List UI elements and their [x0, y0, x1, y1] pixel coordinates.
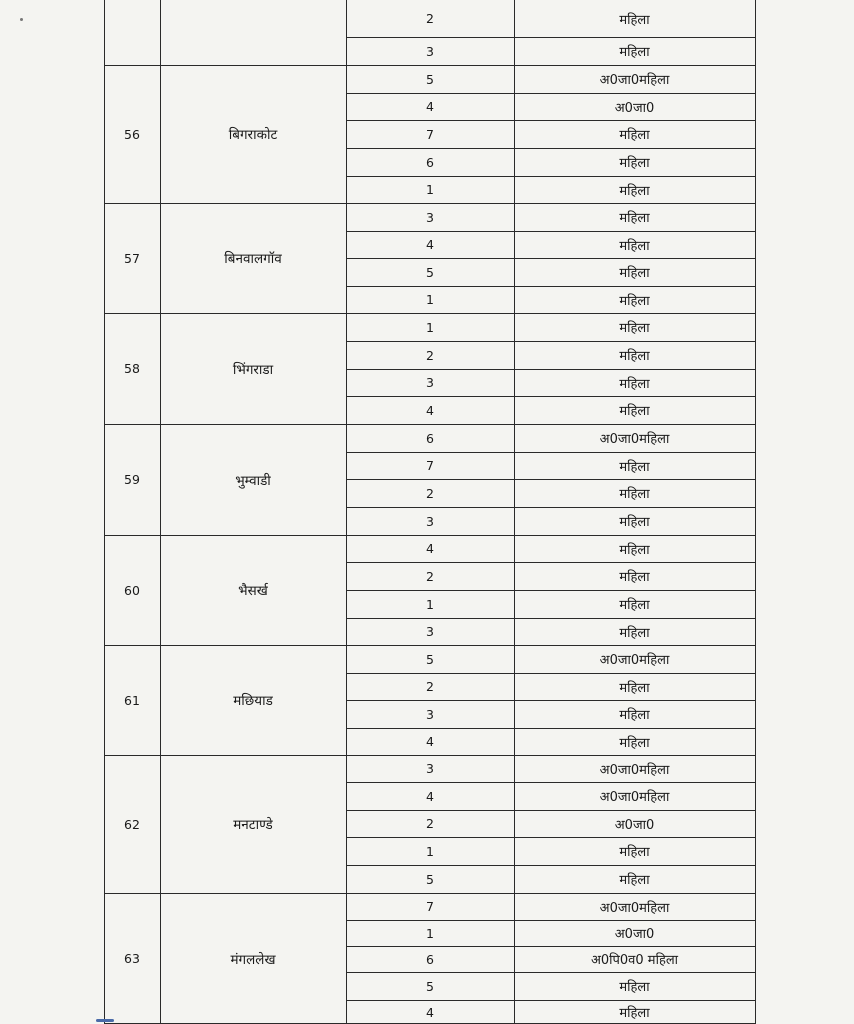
village-name: भुम्वाडी: [235, 472, 271, 489]
village-name: मनटाण्डे: [233, 817, 273, 833]
ward-number: 3: [426, 706, 434, 722]
reservation-category: महिला: [619, 708, 650, 723]
ward-number: 3: [426, 761, 434, 776]
reservation-category: अ0जा0महिला: [599, 762, 670, 778]
village-serial-number: 59: [124, 472, 140, 487]
reservation-category: अ0जा0महिला: [599, 653, 670, 668]
ward-number: 3: [426, 513, 434, 529]
reservation-category: महिला: [619, 128, 650, 143]
reservation-category: महिला: [619, 873, 650, 888]
reservation-category: अ0जा0महिला: [599, 900, 670, 916]
ward-number: 1: [426, 925, 434, 941]
reservation-category: महिला: [619, 487, 650, 502]
reservation-category: महिला: [619, 238, 650, 254]
reservation-category: अ0जा0महिला: [599, 790, 670, 805]
reservation-category: महिला: [619, 598, 650, 613]
column-rule-4: [755, 0, 756, 1024]
ward-number: 4: [426, 99, 434, 114]
village-serial-number: 61: [124, 692, 140, 708]
village-serial-number: 62: [124, 816, 140, 832]
ward-number: 4: [426, 541, 434, 556]
ward-number: 4: [426, 402, 434, 418]
ward-number: 1: [426, 292, 434, 307]
reservation-category: महिला: [619, 515, 650, 530]
scan-speck: [20, 18, 23, 21]
reservation-category: महिला: [619, 183, 650, 199]
village-serial-number: 58: [124, 361, 140, 376]
reservation-category: महिला: [619, 542, 650, 558]
ward-number: 2: [426, 485, 434, 501]
reservation-category: अ0जा0महिला: [599, 432, 670, 447]
reservation-category: महिला: [619, 404, 650, 419]
reservation-category: महिला: [619, 1006, 650, 1021]
ward-number: 3: [426, 43, 434, 59]
reservation-category: अ0जा0: [614, 817, 655, 833]
ward-number: 4: [426, 1004, 434, 1020]
village-name: भैसर्ख: [238, 583, 268, 599]
ward-number: 2: [426, 11, 434, 26]
village-name: भिंगराडा: [232, 361, 274, 378]
reservation-category: महिला: [619, 376, 650, 392]
ward-number: 1: [426, 319, 434, 335]
village-name: मंगललेख: [230, 951, 276, 968]
reservation-category: महिला: [619, 625, 650, 641]
pen-mark: [96, 1019, 114, 1022]
reservation-category: महिला: [619, 459, 650, 475]
ward-number: 2: [426, 679, 434, 694]
reservation-category: महिला: [619, 680, 650, 696]
ward-number: 6: [426, 430, 434, 446]
reservation-category: महिला: [619, 45, 650, 60]
reservation-category: महिला: [619, 266, 650, 281]
ward-number: 4: [426, 237, 434, 252]
village-name: मछियाड: [233, 693, 273, 709]
village-serial-number: 57: [124, 250, 140, 266]
reservation-category: महिला: [619, 570, 650, 585]
ward-number: 5: [426, 978, 434, 994]
village-name: बिगराकोट: [228, 127, 278, 143]
ward-number: 2: [426, 816, 434, 831]
ward-number: 7: [426, 899, 434, 914]
village-serial-number: 60: [124, 582, 140, 598]
ward-number: 1: [426, 182, 434, 197]
ward-number: 5: [426, 264, 434, 280]
reservation-category: महिला: [619, 735, 650, 751]
reservation-category: महिला: [619, 321, 650, 336]
reservation-category: महिला: [619, 980, 650, 995]
ward-number: 7: [426, 126, 434, 142]
ward-number: 7: [426, 458, 434, 473]
ward-number: 3: [426, 209, 434, 225]
reservation-category: अ0जा0: [614, 100, 655, 116]
reservation-category: महिला: [619, 211, 650, 226]
village-serial-number: 56: [124, 126, 140, 142]
reservation-category: महिला: [619, 12, 650, 28]
ward-number: 5: [426, 651, 434, 667]
reservation-category: अ0पि0व0 महिला: [590, 953, 679, 968]
ward-number: 4: [426, 788, 434, 804]
ward-number: 2: [426, 568, 434, 584]
ward-number: 6: [426, 951, 434, 967]
reservation-category: महिला: [619, 293, 650, 309]
reservation-category: महिला: [619, 349, 650, 364]
ward-number: 5: [426, 71, 434, 87]
reservation-category: अ0जा0महिला: [599, 73, 670, 88]
village-serial-number: 63: [124, 951, 140, 966]
reservation-category: महिला: [619, 845, 650, 860]
ward-number: 1: [426, 843, 434, 859]
reservation-category: महिला: [619, 156, 650, 171]
reservation-category: अ0जा0: [614, 927, 655, 942]
village-name: बिनवालगॉव: [224, 251, 282, 267]
ward-number: 2: [426, 347, 434, 363]
ward-number: 3: [426, 375, 434, 390]
ward-number: 4: [426, 734, 434, 749]
ward-number: 3: [426, 624, 434, 639]
ward-number: 6: [426, 154, 434, 170]
ward-number: 1: [426, 596, 434, 612]
ward-number: 5: [426, 871, 434, 887]
